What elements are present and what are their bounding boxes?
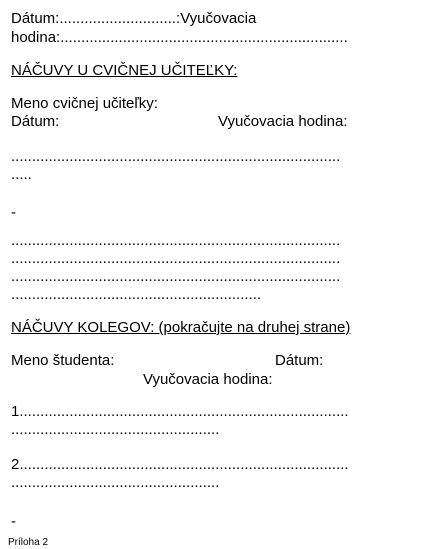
teacher-dots-line-1: ............................................................................... bbox=[11, 148, 341, 165]
colleague-item-1-line-2: .................................................. bbox=[11, 421, 220, 438]
colleague-date-label: Dátum: bbox=[275, 352, 324, 369]
teacher-dots-block-line: ............................................................................... bbox=[11, 250, 341, 267]
colleague-item-2-line-1: 2............................................................................... bbox=[11, 456, 349, 473]
colleague-section-title: NÁČUVY KOLEGOV: (pokračujte na druhej strane) bbox=[11, 319, 351, 336]
teacher-dots-block-line: ............................................................................... bbox=[11, 232, 341, 249]
teacher-hour-label: Vyučovacia hodina: bbox=[218, 113, 348, 130]
teacher-date-label: Dátum: bbox=[11, 113, 60, 130]
teacher-section-title: NÁČUVY U CVIČNEJ UČITEĽKY: bbox=[11, 62, 238, 79]
student-name-label: Meno študenta: bbox=[11, 352, 115, 369]
colleague-item-1-line-1: 1............................................................................... bbox=[11, 403, 349, 420]
teacher-dots-block-line: ............................................................ bbox=[11, 286, 262, 303]
colleague-item-2-line-2: .................................................. bbox=[11, 474, 220, 491]
teacher-dots-line-2: ..... bbox=[11, 166, 32, 183]
teacher-dots-block-line: ............................................................................... bbox=[11, 268, 341, 285]
hour-line: hodina:..................................................................... bbox=[11, 29, 348, 46]
teacher-dash: - bbox=[11, 204, 16, 221]
teacher-name-label: Meno cvičnej učiteľky: bbox=[11, 95, 158, 112]
colleague-dash: - bbox=[11, 513, 16, 530]
attachment-label: Príloha 2 bbox=[8, 537, 49, 548]
colleague-hour-label: Vyučovacia hodina: bbox=[143, 371, 273, 388]
date-hour-line: Dátum:............................:Vyučovacia bbox=[11, 10, 257, 27]
